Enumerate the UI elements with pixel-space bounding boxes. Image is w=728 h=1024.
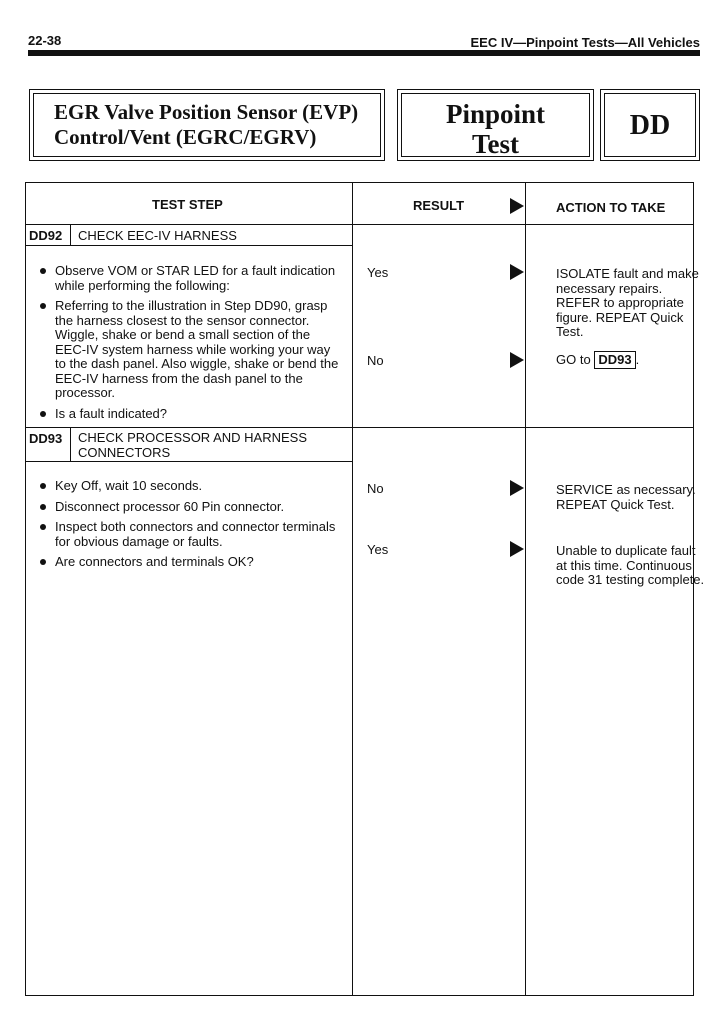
step-dd93-no-arrow-icon (510, 480, 524, 496)
step-title-dd92: CHECK EEC-IV HARNESS (78, 228, 237, 243)
step-dd92-action-yes: ISOLATE fault and make necessary repairs. REFER to appropriate figure. REPEAT Quick Test. (556, 266, 699, 339)
pinpoint-test-label (402, 99, 589, 159)
step-dd92-yes-arrow-icon (510, 264, 524, 280)
bullet-icon (40, 411, 46, 417)
test-table (25, 182, 705, 996)
bullet-icon (40, 559, 46, 565)
pinpoint-label-line-2: Test (471, 129, 519, 159)
step-dd93-id-divider (70, 427, 71, 461)
step-dd93-result-no: No (367, 481, 384, 496)
bullet-icon (40, 268, 46, 274)
step-divider (26, 427, 693, 428)
list-item: Disconnect processor 60 Pin connector. (37, 500, 342, 515)
list-item: Are connectors and terminals OK? (37, 555, 342, 570)
list-item: Inspect both connectors and connector terminals for obvious damage or faults. (37, 520, 342, 549)
column-divider-action (525, 183, 526, 995)
pinpoint-test-box (397, 89, 594, 161)
test-code-inner-frame (604, 93, 696, 157)
step-dd92-id-divider (70, 224, 71, 245)
list-item: Is a fault indicated? (37, 407, 342, 422)
step-id-dd92: DD92 (29, 228, 63, 243)
step-dd92-result-yes: Yes (367, 265, 389, 280)
bullet-icon (40, 524, 46, 530)
test-title-line-2: Control/Vent (EGRC/EGRV) (54, 125, 317, 149)
page-number: 22-38 (28, 33, 62, 48)
step-dd93-action-yes: Unable to duplicate fault at this time. Continuous code 31 testing complete. (556, 543, 705, 587)
step-dd93-label-underline (26, 461, 352, 462)
step-title-dd93: CHECK PROCESSOR AND HARNESS CONNECTORS (78, 430, 307, 460)
step-dd92-label-underline (26, 245, 352, 246)
result-arrow-icon (510, 198, 524, 214)
step-dd92-action-no (556, 351, 706, 369)
pinpoint-test-inner-frame (401, 93, 590, 157)
step-dd92-no-arrow-icon (510, 352, 524, 368)
header-rule (28, 50, 700, 56)
test-title-inner-frame (33, 93, 381, 157)
pinpoint-label-line-1: Pinpoint (445, 99, 546, 129)
step-ref-dd93[interactable]: DD93 (594, 351, 635, 369)
step-dd93-instructions (37, 479, 342, 576)
test-code: DD (629, 110, 671, 141)
step-dd92-instructions (37, 264, 342, 427)
step-dd93-result-yes: Yes (367, 542, 389, 557)
step-dd93-action-no: SERVICE as necessary. REPEAT Quick Test. (556, 482, 696, 512)
column-divider-result (352, 183, 353, 995)
goto-suffix: . (635, 352, 640, 367)
list-item: Key Off, wait 10 seconds. (37, 479, 342, 494)
column-header-action: ACTION TO TAKE (556, 200, 666, 215)
column-header-result: RESULT (413, 198, 465, 213)
step-dd93-yes-arrow-icon (510, 541, 524, 557)
column-header-test-step: TEST STEP (152, 197, 223, 212)
bullet-icon (40, 303, 46, 309)
step-id-dd93: DD93 (29, 431, 63, 446)
goto-label: GO to (556, 352, 591, 367)
test-code-box (600, 89, 700, 161)
test-title (54, 100, 358, 150)
step-dd92-result-no: No (367, 353, 384, 368)
bullet-icon (40, 483, 46, 489)
test-title-box (29, 89, 385, 161)
running-title: EEC IV—Pinpoint Tests—All Vehicles (470, 35, 700, 50)
bullet-icon (40, 504, 46, 510)
test-title-line-1: EGR Valve Position Sensor (EVP) (54, 100, 359, 124)
list-item: Referring to the illustration in Step DD90, grasp the harness closest to the sensor connector. Wiggle, shake or bend a small section of the EEC-IV system harness while working your way to the dash panel. Also wiggle, shake or bend the EEC-IV harness from the dash panel to the processor. (37, 299, 342, 401)
header-row-divider (26, 224, 693, 225)
list-item: Observe VOM or STAR LED for a fault indication while performing the following: (37, 264, 342, 293)
